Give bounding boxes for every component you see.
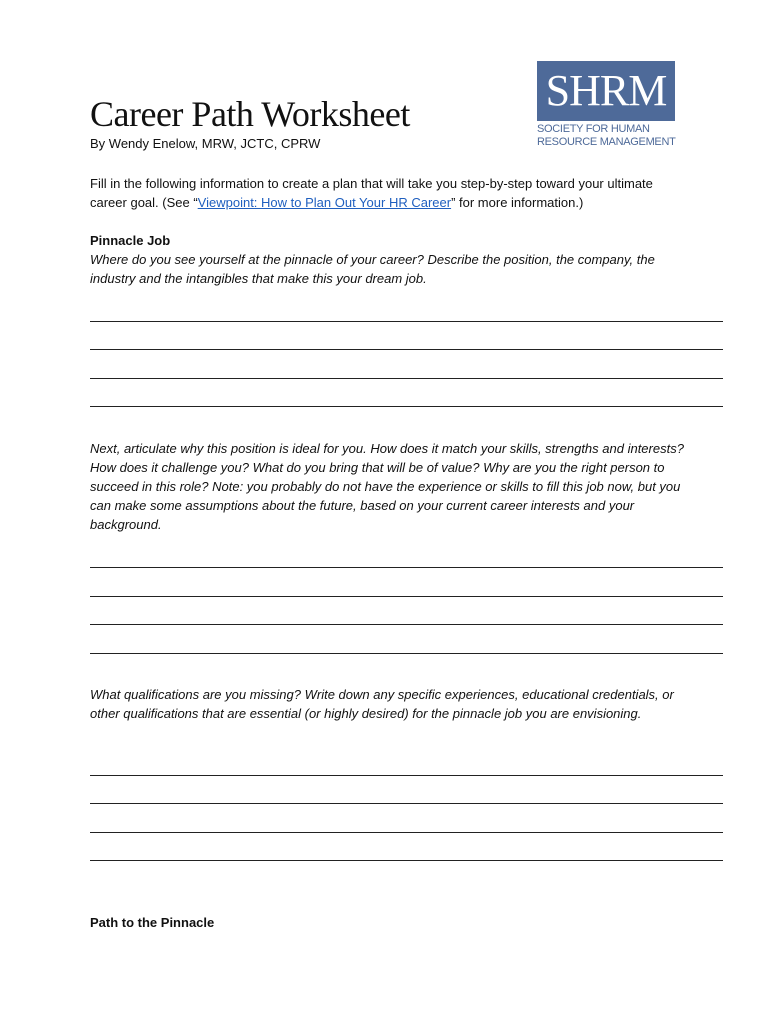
answer-line-why-4[interactable] [90, 653, 723, 654]
answer-line-qualifications-3[interactable] [90, 832, 723, 833]
viewpoint-article-link[interactable]: Viewpoint: How to Plan Out Your HR Career [197, 195, 452, 210]
pinnacle-job-heading: Pinnacle Job [90, 233, 171, 248]
qualifications-prompt: What qualifications are you missing? Write down any specific experiences, educational credentials, or other qualifications that are essential (or highly desired) for the pinnacle job you are envisioning. [90, 687, 674, 721]
intro-text-before-link: Fill in the following information to create a plan that will take you step-by-step toward your ultimate career goal. (See “ [90, 176, 653, 210]
logo-subtitle-line1: SOCIETY FOR HUMAN [537, 123, 650, 135]
answer-line-pinnacle-4[interactable] [90, 406, 723, 407]
answer-line-qualifications-1[interactable] [90, 775, 723, 776]
shrm-logo [537, 61, 677, 149]
answer-line-qualifications-4[interactable] [90, 860, 723, 861]
answer-line-pinnacle-1[interactable] [90, 321, 723, 322]
logo-mark: SHRM [537, 61, 675, 121]
answer-line-pinnacle-3[interactable] [90, 378, 723, 379]
intro-paragraph [90, 174, 690, 212]
path-to-pinnacle-heading: Path to the Pinnacle [90, 915, 215, 930]
logo-subtitle-line2: RESOURCE MANAGEMENT [537, 136, 676, 148]
intro-text-after-link: ” for more information.) [451, 195, 584, 210]
answer-line-why-1[interactable] [90, 567, 723, 568]
answer-line-qualifications-2[interactable] [90, 803, 723, 804]
answer-line-why-3[interactable] [90, 624, 723, 625]
answer-line-pinnacle-2[interactable] [90, 349, 723, 350]
answer-line-why-2[interactable] [90, 596, 723, 597]
author-byline: By Wendy Enelow, MRW, JCTC, CPRW [90, 136, 321, 151]
pinnacle-prompt: Where do you see yourself at the pinnacle of your career? Describe the position, the company, the industry and the intangibles that make this your dream job. [90, 252, 655, 286]
why-ideal-prompt: Next, articulate why this position is ideal for you. How does it match your skills, strengths and interests? How does it challenge you? What do you bring that will be of value? Why are you the right person to succeed in this role? Note: you probably do not have the experience or skills to fill this job now, but you can make some assumptions about the future, based on your current career interests and your background. [90, 441, 684, 532]
document-title: Career Path Worksheet [90, 94, 410, 134]
